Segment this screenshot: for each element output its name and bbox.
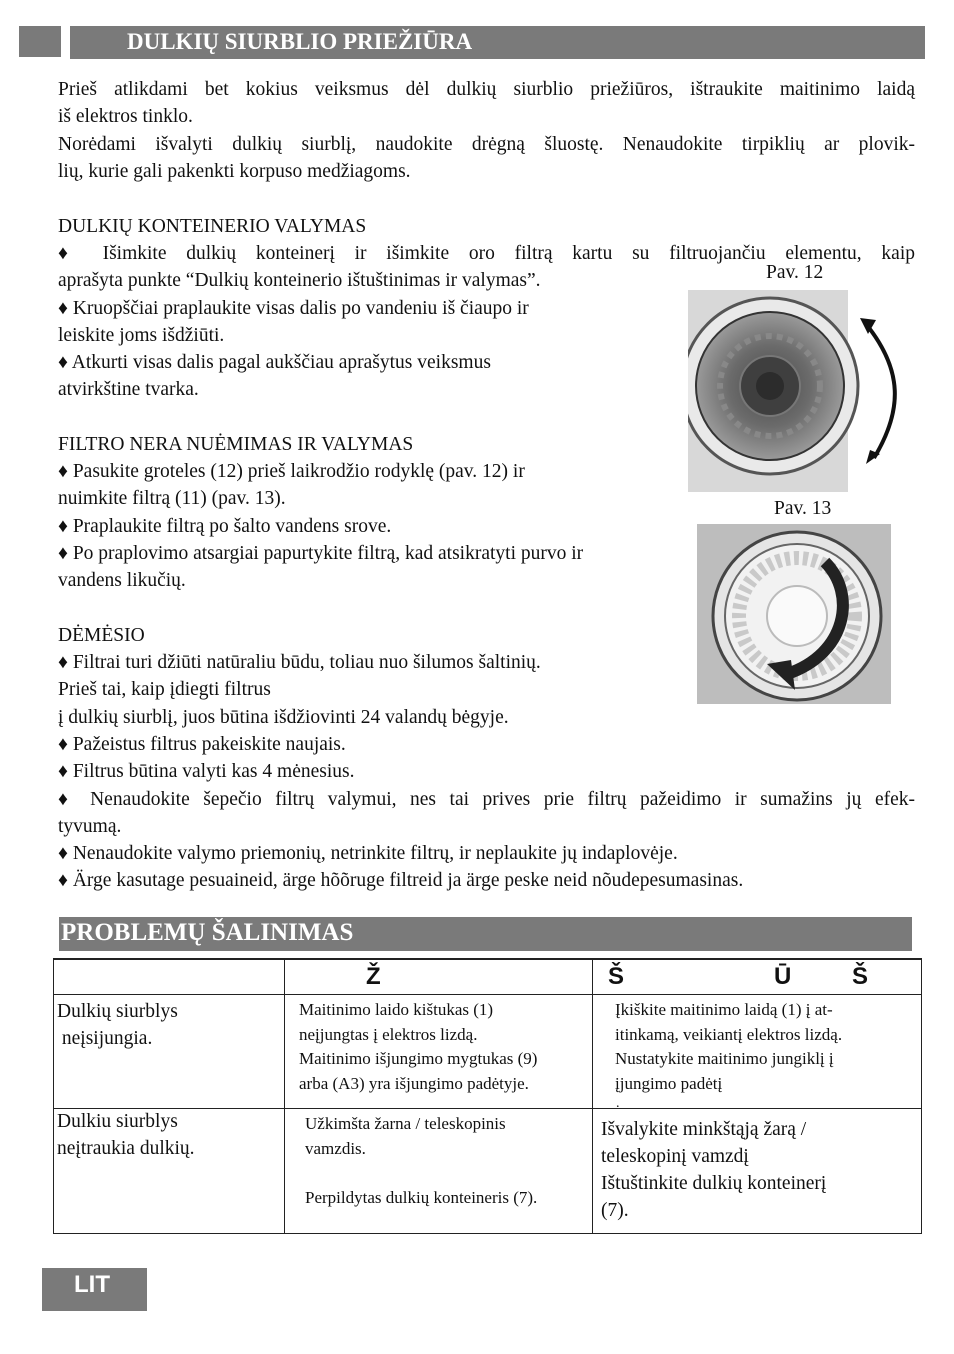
intro-line-3: Norėdami išvalyti dulkių siurblį, naudokite drėgną šluostę. Nenaudokite tirpiklių ar plovik- (58, 134, 915, 155)
intro-line-4: lių, kurie gali pakenkti korpuso medžiagoms. (58, 161, 411, 182)
container-line-6: atvirkštine tvarka. (58, 379, 199, 400)
attention-line-7: tyvumą. (58, 816, 122, 837)
container-line-3: ♦ Kruopščiai praplaukite visas dalis po vandeniu iš čiaupo ir (58, 298, 529, 319)
figure-13-caption: Pav. 13 (774, 498, 832, 519)
table-border-bottom (53, 1233, 922, 1234)
row2-solution-dot: . (616, 1096, 620, 1111)
table-row-2-solution (601, 1116, 826, 1224)
row2-problem-line-1: Dulkiu siurblys (57, 1111, 178, 1132)
table-row-1-problem (57, 998, 178, 1052)
table-row-1-cause (299, 998, 537, 1096)
filter-heading: FILTRO NERA NUĖMIMAS IR VALYMAS (58, 434, 414, 455)
row2-solution-line-1: Išvalykite minkštąją žarą / (601, 1119, 807, 1140)
container-line-5: ♦ Atkurti visas dalis pagal aukščiau aprašytus veiksmus (58, 352, 491, 373)
table-header-cause: Ž (366, 963, 381, 990)
header-marker-block (19, 26, 61, 57)
language-badge (42, 1268, 147, 1311)
intro-line-1: Prieš atlikdami bet kokius veiksmus dėl dulkių siurblio priežiūros, ištraukite maitinimo laidą (58, 79, 915, 100)
attention-line-6: ♦ Nenaudokite šepečio filtrų valymui, nes tai prives prie filtrų pažeidimo ir sumažins jų efek- (58, 789, 915, 810)
row2-cause-line-1: Užkimšta žarna / teleskopinis (305, 1114, 506, 1133)
row2-cause-line-2: vamzdis. (305, 1138, 366, 1158)
section-title-troubleshooting: PROBLEMŲ ŠALINIMAS (61, 919, 354, 946)
row2-solution-line-2: teleskopinį vamzdį (601, 1146, 749, 1167)
attention-line-8: ♦ Nenaudokite valymo priemonių, netrinkite filtrų, ir neplaukite jų indaplovėje. (58, 843, 678, 864)
table-header-solution-2: Ū (774, 963, 792, 990)
attention-line-5: ♦ Filtrus būtina valyti kas 4 mėnesius. (58, 761, 355, 782)
row1-cause-line-2: neįjungtas į elektros lizdą. (299, 1024, 478, 1044)
filter-line-3: ♦ Praplaukite filtrą po šalto vandens srove. (58, 516, 392, 537)
table-header-divider (53, 994, 922, 995)
row1-cause-line-1: Maitinimo laido kištukas (1) (299, 1000, 494, 1019)
row1-solution-line-4: įjungimo padėtį (615, 1073, 723, 1093)
section-title-bar (70, 26, 925, 59)
attention-line-2: Prieš tai, kaip įdiegti filtrus (58, 679, 271, 700)
language-badge-label: LIT (74, 1271, 110, 1298)
container-line-4: leiskite joms išdžiūti. (58, 325, 225, 346)
row1-cause-line-4: arba (A3) yra išjungimo padėtyje. (299, 1073, 529, 1093)
figure-12-caption: Pav. 12 (766, 262, 824, 283)
container-heading: DULKIŲ KONTEINERIO VALYMAS (58, 216, 367, 237)
attention-line-3: į dulkių siurblį, juos būtina išdžiovinti 24 valandų bėgyje. (58, 707, 509, 728)
row1-solution-line-3: Nustatykite maitinimo jungiklį į (615, 1049, 834, 1068)
table-header-solution-3: Š (852, 963, 869, 990)
row2-cause-line-4: Perpildytas dulkių konteineris (7). (305, 1187, 538, 1207)
attention-line-9: ♦ Ärge kasutage pesuaineid, ärge hõõruge filtreid ja ärge peske neid nõudepesumasinas. (58, 870, 744, 891)
filter-line-1: ♦ Pasukite groteles (12) prieš laikrodžio rodyklę (pav. 12) ir (58, 461, 525, 482)
row2-cause-line-3 (305, 1161, 537, 1186)
filter-line-4: ♦ Po praplovimo atsargiai papurtykite filtrą, kad atsikratyti purvo ir (58, 543, 584, 564)
row1-solution-line-1: Įkiškite maitinimo laidą (1) į at- (615, 1000, 833, 1019)
table-border-left (53, 958, 54, 1234)
container-line-1: ♦ Išimkite dulkių konteinerį ir išimkite oro filtrą kartu su filtruojančiu elementu, kaip (58, 243, 915, 264)
attention-line-4: ♦ Pažeistus filtrus pakeiskite naujais. (58, 734, 346, 755)
table-col-divider-2 (592, 958, 593, 1234)
section-title-maintenance: DULKIŲ SIURBLIO PRIEŽIŪRA (127, 29, 473, 54)
attention-heading: DĖMĖSIO (58, 625, 145, 646)
row1-problem-line-1: Dulkių siurblys (57, 1001, 178, 1022)
troubleshooting-title-bar (59, 917, 912, 951)
intro-line-2: iš elektros tinklo. (58, 106, 193, 127)
table-row-2-cause (305, 1112, 537, 1210)
row1-problem-line-2: neįsijungia. (57, 1028, 153, 1049)
filter-line-5: vandens likučių. (58, 570, 186, 591)
table-row-1-solution (615, 998, 842, 1096)
attention-line-1: ♦ Filtrai turi džiūti natūraliu būdu, toliau nuo šilumos šaltinių. (58, 652, 541, 673)
table-header-solution-1: Š (608, 963, 625, 990)
figure-12-image (688, 290, 910, 492)
row1-solution-line-2: itinkamą, veikiantį elektros lizdą. (615, 1024, 843, 1044)
table-row-2-problem (57, 1108, 195, 1162)
filter-line-2: nuimkite filtrą (11) (pav. 13). (58, 488, 286, 509)
table-border-top (53, 958, 922, 960)
table-border-right (921, 958, 922, 1234)
container-line-2: aprašyta punkte “Dulkių konteinerio ištuštinimas ir valymas”. (58, 270, 541, 291)
table-col-divider-1 (284, 958, 285, 1234)
row2-problem-line-2: neįtraukia dulkių. (57, 1138, 195, 1159)
figure-13-image (697, 524, 891, 704)
row2-solution-line-4: (7). (601, 1200, 629, 1221)
row2-solution-line-3: Ištuštinkite dulkių konteinerį (601, 1173, 827, 1194)
row1-cause-line-3: Maitinimo išjungimo mygtukas (9) (299, 1049, 538, 1068)
